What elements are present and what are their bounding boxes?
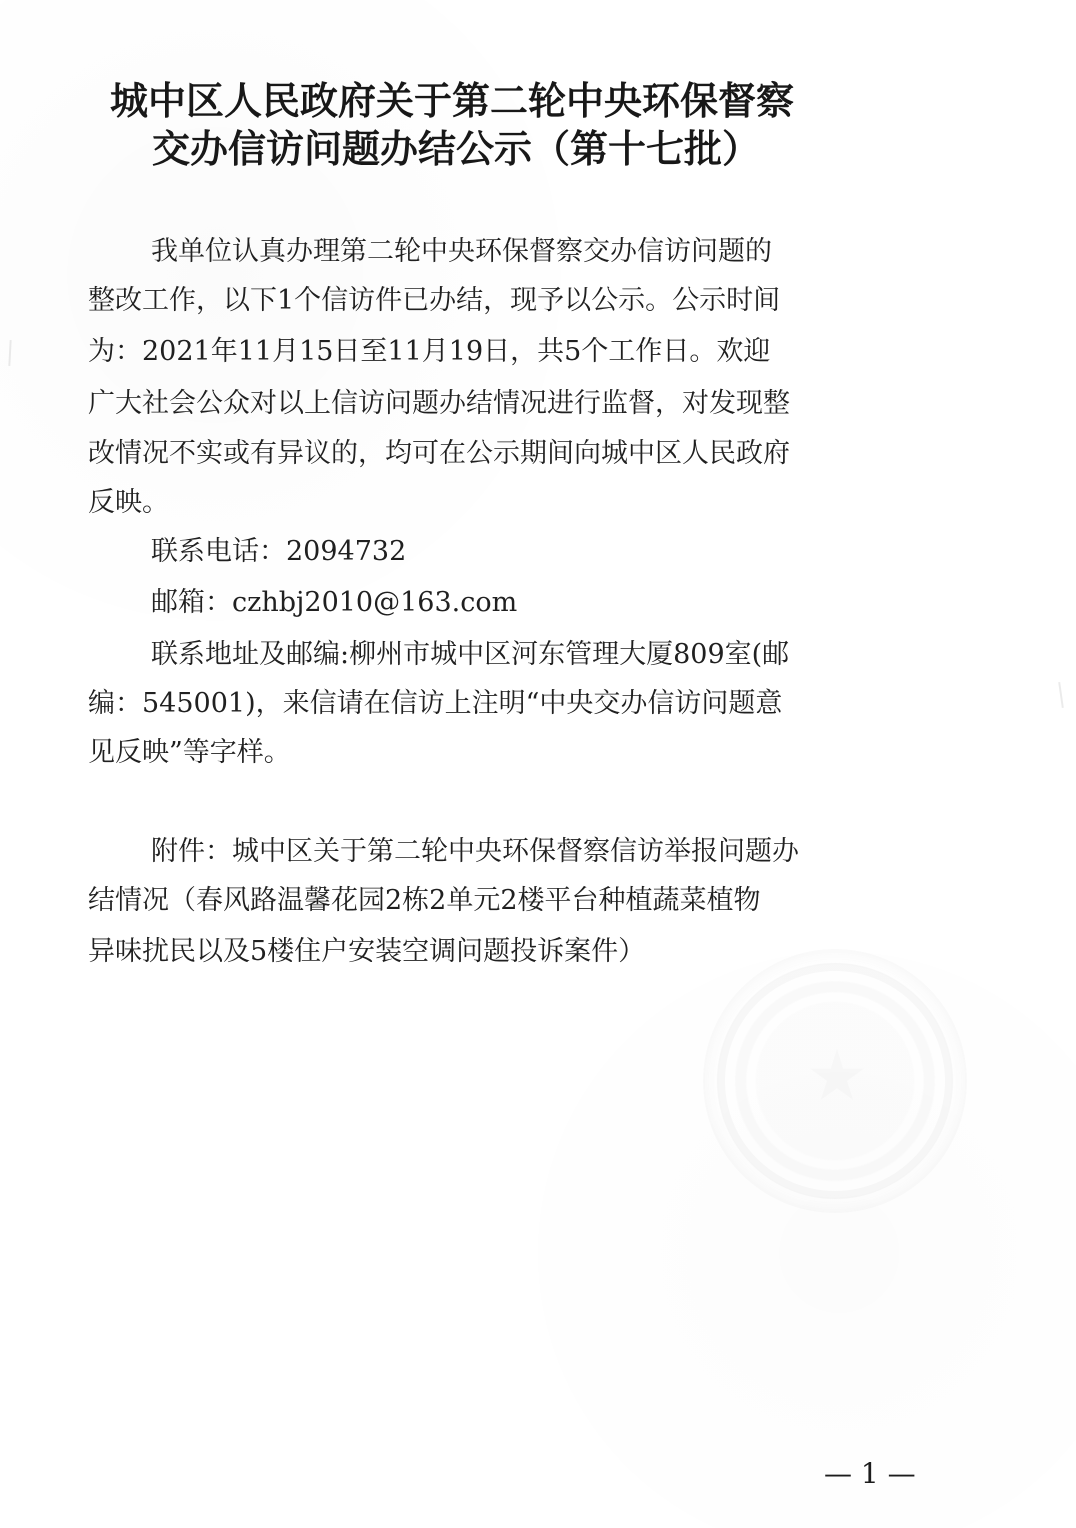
body-paragraph-line-4: 广大社会公众对以上信访问题办结情况进行监督，对发现整 (88, 388, 790, 419)
scan-mark (1058, 682, 1064, 708)
document-title-line-2: 交办信访问题办结公示（第十七批） (152, 127, 761, 171)
contact-email: 邮箱：czhbj2010@163.com (151, 587, 518, 618)
attachment-line-1: 附件：城中区关于第二轮中央环保督察信访举报问题办 (151, 836, 799, 867)
scan-mark (8, 340, 11, 366)
official-seal-image (703, 949, 967, 1213)
body-paragraph-line-2: 整改工作，以下1个信访件已办结，现予以公示。公示时间 (88, 285, 781, 316)
contact-phone: 联系电话：2094732 (151, 536, 407, 567)
attachment-line-2: 结情况（春风路温馨花园2栋2单元2楼平台种植蔬菜植物 (88, 885, 761, 916)
document-title-line-1: 城中区人民政府关于第二轮中央环保督察 (110, 79, 795, 123)
body-paragraph-line-6: 反映。 (88, 487, 169, 518)
page-number: — 1 — (824, 1457, 916, 1490)
attachment-line-3: 异味扰民以及5楼住户安装空调问题投诉案件） (88, 936, 646, 967)
contact-address-line-2: 编：545001)，来信请在信访上注明“中央交办信访问题意 (88, 688, 783, 719)
body-paragraph-line-3: 为：2021年11月15日至11月19日，共5个工作日。欢迎 (88, 336, 771, 367)
body-paragraph-line-1: 我单位认真办理第二轮中央环保督察交办信访问题的 (151, 236, 772, 267)
contact-address-line-1: 联系地址及邮编:柳州市城中区河东管理大厦809室(邮 (151, 639, 790, 670)
body-paragraph-line-5: 改情况不实或有异议的，均可在公示期间向城中区人民政府 (88, 438, 790, 469)
contact-address-line-3: 见反映”等字样。 (88, 737, 291, 768)
